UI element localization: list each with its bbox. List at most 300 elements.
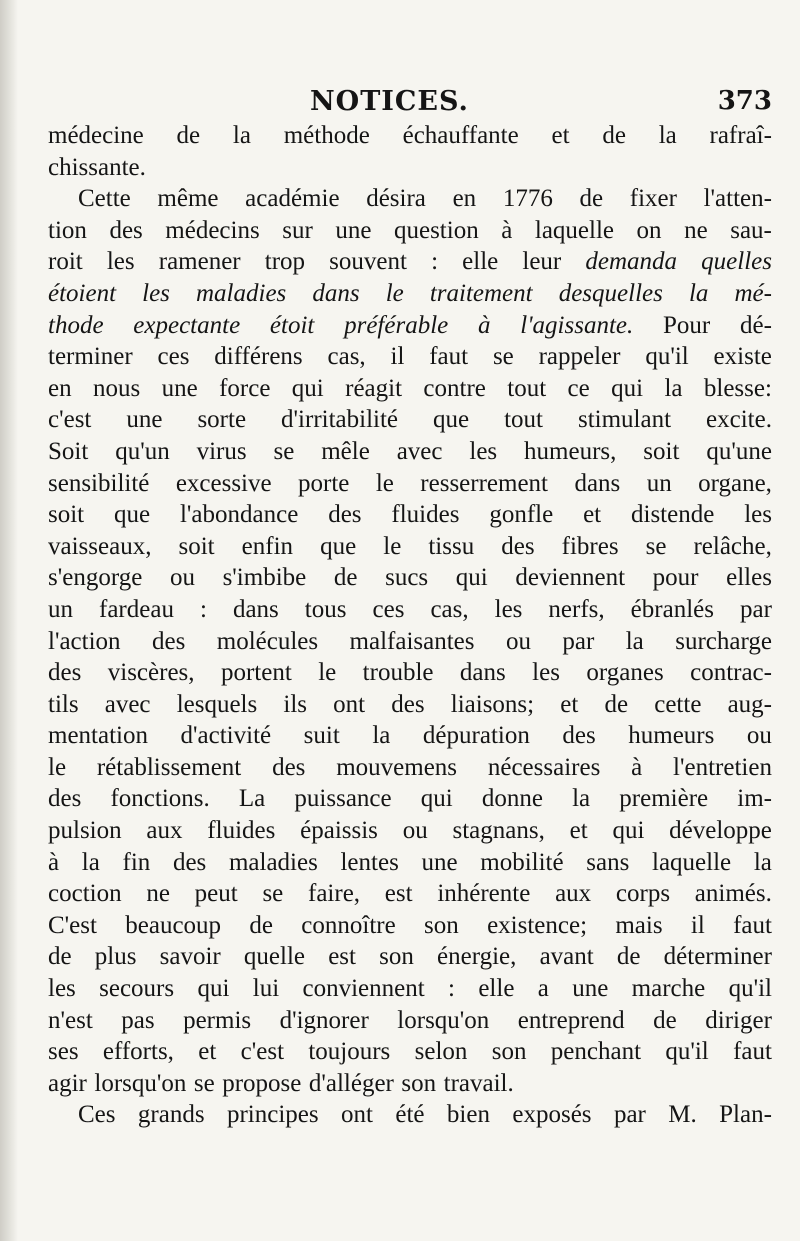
word: marche: [631, 975, 706, 1003]
word: préférable: [344, 311, 449, 339]
word: de: [616, 943, 641, 971]
word: M.: [668, 1101, 697, 1129]
word: se: [273, 437, 295, 465]
word: par: [739, 595, 772, 623]
word: dans: [232, 595, 279, 623]
word: plus: [94, 943, 137, 971]
word: s'engorge: [48, 564, 143, 592]
word: de: [249, 911, 273, 939]
word: des: [501, 532, 535, 560]
word: im-: [737, 785, 772, 813]
running-header: [0, 86, 800, 118]
word: qu'une: [706, 437, 772, 465]
text-line: [48, 594, 772, 626]
word: pulsion: [48, 817, 122, 845]
text-line: [48, 152, 772, 184]
word: ne: [146, 880, 170, 908]
word: des: [272, 753, 306, 781]
word: les: [469, 437, 498, 465]
word: permis: [183, 1006, 252, 1034]
word: cette: [654, 690, 702, 718]
word: médecine: [48, 122, 144, 149]
word: nous: [92, 374, 141, 402]
word: l'atten-: [703, 185, 772, 213]
word: des: [172, 848, 207, 876]
word: sorte: [197, 406, 247, 434]
word: ou: [505, 627, 531, 655]
word: à: [478, 311, 491, 339]
word: la: [688, 279, 709, 307]
word: une: [161, 374, 198, 402]
word: il: [690, 911, 705, 939]
word: terminer: [48, 343, 133, 371]
word: à: [48, 848, 60, 876]
word: des: [109, 216, 143, 244]
word: :: [199, 595, 207, 623]
word: la: [572, 785, 591, 813]
word: propose: [222, 1069, 302, 1097]
word: d'activité: [180, 722, 272, 750]
word: à: [631, 753, 643, 781]
word: faire,: [308, 880, 361, 908]
word: méthode: [283, 122, 370, 149]
word: stimulant: [577, 406, 672, 434]
word: diriger: [705, 1006, 772, 1034]
word: mêle: [321, 437, 370, 465]
word: l'entretien: [673, 753, 772, 781]
word: resserrement: [420, 469, 549, 497]
word: la: [232, 122, 251, 149]
body-text: [48, 120, 772, 1131]
word: dans: [312, 279, 360, 307]
page-number: 373: [717, 86, 772, 116]
word: été: [395, 1101, 425, 1129]
word: différens: [214, 343, 303, 371]
word: soit: [643, 437, 680, 465]
word: expectante: [133, 311, 241, 339]
word: la: [664, 374, 683, 402]
word: nerfs,: [548, 595, 605, 623]
word: excite.: [706, 406, 772, 434]
word: l'action: [48, 627, 121, 655]
text-line: [48, 941, 772, 973]
word: distende: [631, 501, 715, 529]
word: mé-: [734, 279, 772, 307]
word: qui: [455, 564, 488, 592]
text-line: [48, 910, 772, 942]
word: ne: [684, 216, 708, 244]
word: humeurs,: [524, 437, 617, 465]
word: fonctions.: [110, 785, 210, 813]
word: ces: [157, 343, 190, 371]
word: liaisons;: [450, 690, 535, 718]
word: laquelle: [652, 848, 732, 876]
word: traitement: [429, 279, 533, 307]
word: des: [562, 722, 596, 750]
word: lentes: [340, 848, 399, 876]
word: le: [385, 279, 404, 307]
word: avec: [396, 437, 443, 465]
word: tion: [48, 216, 87, 244]
word: il: [390, 343, 405, 371]
word: faut: [733, 1038, 772, 1066]
text-line: [48, 120, 772, 152]
word: ces: [372, 595, 405, 623]
word: de: [333, 564, 358, 592]
word: académie: [245, 185, 340, 213]
word: mobilité: [480, 848, 564, 876]
word: ou: [746, 722, 772, 750]
text-line: [48, 1036, 772, 1068]
word: C'est: [48, 911, 97, 939]
text-line: [48, 1099, 772, 1131]
word: la: [625, 627, 644, 655]
text-line: [48, 689, 772, 721]
word: sucs: [385, 564, 429, 592]
word: organe,: [698, 469, 772, 497]
word: d'ignorer: [279, 1006, 369, 1034]
word: sensibilité: [48, 469, 150, 497]
word: à: [501, 216, 513, 244]
word: fluides: [391, 501, 460, 529]
word: la: [753, 848, 772, 876]
word: mouvemens: [336, 753, 458, 781]
word: desquelles: [558, 279, 663, 307]
word: qu'un: [115, 437, 170, 465]
word: dans: [574, 469, 621, 497]
word: agir: [48, 1069, 87, 1097]
word: savoir: [159, 943, 221, 971]
word: et: [583, 501, 602, 529]
word: exposés: [512, 1101, 592, 1129]
word: et: [198, 1038, 217, 1066]
word: le: [48, 753, 67, 781]
word: l'abondance: [179, 501, 299, 529]
word: aug-: [727, 690, 772, 718]
word: de: [579, 185, 604, 213]
text-line: [48, 847, 772, 879]
word: enfin: [241, 532, 294, 560]
word: médecins: [165, 216, 260, 244]
word: deviennent: [515, 564, 626, 592]
word: des: [151, 627, 186, 655]
word: selon: [414, 1038, 468, 1066]
word: sur: [282, 216, 313, 244]
word: souvent: [329, 248, 407, 276]
word: toujours: [308, 1038, 391, 1066]
word: lorsqu'on: [94, 1069, 187, 1097]
word: les: [532, 659, 560, 687]
word: existence;: [487, 911, 588, 939]
word: les: [106, 248, 135, 276]
word: cas,: [327, 343, 366, 371]
text-line: [48, 626, 772, 658]
word: gonfle: [489, 501, 554, 529]
word: n'est: [48, 1006, 93, 1034]
word: des: [48, 659, 82, 687]
word: se: [262, 880, 284, 908]
text-line: [48, 373, 772, 405]
text-line: [48, 436, 772, 468]
word: demanda: [585, 248, 678, 276]
word: leur: [522, 248, 562, 276]
word: maladies: [196, 279, 287, 307]
word: son: [424, 911, 459, 939]
text-line: [48, 783, 772, 815]
word: pas: [121, 1006, 155, 1034]
word: existe: [713, 343, 772, 371]
word: et: [551, 122, 570, 149]
word: d'alléger: [308, 1069, 394, 1097]
word: Ces: [78, 1101, 116, 1129]
word: faut: [733, 911, 772, 939]
word: qui: [611, 374, 644, 402]
word: des: [328, 501, 362, 529]
word: de: [176, 122, 201, 149]
word: conviennent: [302, 975, 425, 1003]
word: rappeler: [538, 343, 621, 371]
word: tout: [507, 374, 547, 402]
word: fin: [122, 848, 151, 876]
word: nécessaires: [487, 753, 601, 781]
word: excessive: [175, 469, 272, 497]
word: qui: [197, 975, 230, 1003]
word: qui: [420, 785, 453, 813]
word: contrac-: [690, 659, 772, 687]
word: ou: [169, 564, 195, 592]
word: par: [562, 627, 595, 655]
word: des: [391, 690, 425, 718]
word: animés.: [694, 880, 772, 908]
text-line: [48, 752, 772, 784]
word: une: [335, 216, 372, 244]
word: principes: [226, 1101, 319, 1129]
word: et: [569, 817, 588, 845]
word: que: [433, 406, 470, 434]
word: molécules: [216, 627, 319, 655]
word: dans: [459, 659, 506, 687]
word: est: [328, 943, 356, 971]
word: de: [604, 690, 629, 718]
word: par: [613, 1101, 646, 1129]
word: un: [48, 595, 73, 623]
word: laquelle: [534, 216, 615, 244]
word: lui: [252, 975, 280, 1003]
word: ce: [567, 374, 590, 402]
word: tils: [48, 690, 79, 718]
text-line: [48, 183, 772, 215]
word: sans: [586, 848, 630, 876]
word: déterminer: [663, 943, 772, 971]
word: réagit: [345, 374, 403, 402]
word: puissance: [294, 785, 392, 813]
text-line: [48, 404, 772, 436]
text-line: [48, 973, 772, 1005]
text-line: [48, 1005, 772, 1037]
word: coction: [48, 880, 122, 908]
word: roit: [48, 248, 83, 276]
word: mais: [615, 911, 663, 939]
word: entreprend: [517, 1006, 625, 1034]
word: aux: [146, 817, 183, 845]
word: trop: [264, 248, 306, 276]
word: :: [431, 248, 439, 276]
word: des: [48, 785, 82, 813]
word: développe: [669, 817, 772, 845]
word: se: [193, 1069, 215, 1097]
word: trouble: [362, 659, 434, 687]
word: virus: [196, 437, 247, 465]
word: dépuration: [422, 722, 530, 750]
word: ébranlés: [630, 595, 714, 623]
text-line: [48, 278, 772, 310]
word: étoient: [48, 279, 117, 307]
word: les: [142, 279, 170, 307]
word: ont: [341, 1101, 373, 1129]
word: ils: [283, 690, 308, 718]
text-line: [48, 215, 772, 247]
word: qui: [612, 817, 645, 845]
word: a: [537, 975, 549, 1003]
word: avec: [104, 690, 151, 718]
word: elle: [478, 975, 515, 1003]
word: elle: [462, 248, 499, 276]
word: se: [645, 532, 667, 560]
word: qu'il: [728, 975, 772, 1003]
word: un: [646, 469, 672, 497]
word: ramener: [158, 248, 241, 276]
word: secours: [99, 975, 175, 1003]
word: une: [572, 975, 609, 1003]
word: donne: [481, 785, 543, 813]
word: fluides: [207, 817, 276, 845]
word: beaucoup: [125, 911, 222, 939]
word: thode: [48, 311, 104, 339]
page-gutter-shadow: [0, 0, 18, 1241]
word: fibres: [561, 532, 619, 560]
word: les: [744, 501, 772, 529]
word: portent: [220, 659, 292, 687]
word: :: [448, 975, 455, 1003]
word: 1776: [502, 185, 553, 213]
word: corps: [615, 880, 671, 908]
word: fixer: [629, 185, 677, 213]
word: avant: [539, 943, 594, 971]
word: son: [401, 1069, 437, 1097]
word: bien: [446, 1101, 490, 1129]
text-line: [48, 468, 772, 500]
word: et: [560, 690, 579, 718]
word: travail.: [443, 1069, 514, 1097]
word: elles: [726, 564, 772, 592]
word: dé-: [739, 311, 772, 339]
word: inhérente: [437, 880, 531, 908]
word: fardeau: [99, 595, 174, 623]
word: rétablissement: [96, 753, 242, 781]
word: Cette: [78, 185, 131, 213]
word: lorsqu'on: [397, 1006, 490, 1034]
word: peut: [194, 880, 238, 908]
text-line: [48, 246, 772, 278]
word: aux: [555, 880, 592, 908]
word: La: [238, 785, 266, 813]
word: lesquels: [176, 690, 258, 718]
word: quelles: [701, 248, 772, 276]
word: en: [452, 185, 477, 213]
word: que: [114, 501, 151, 529]
word: première: [619, 785, 709, 813]
word: penchant: [550, 1038, 642, 1066]
word: le: [383, 532, 402, 560]
word: grands: [137, 1101, 205, 1129]
word: humeurs: [628, 722, 715, 750]
word: question: [393, 216, 479, 244]
word: Pour: [663, 311, 711, 339]
word: une: [126, 406, 163, 434]
word: de: [48, 943, 72, 971]
word: connoître: [301, 911, 396, 939]
word: Plan-: [719, 1101, 772, 1129]
word: ses: [48, 1038, 79, 1066]
word: désira: [366, 185, 426, 213]
word: les: [494, 595, 523, 623]
word: une: [421, 848, 458, 876]
word: l'agissante.: [520, 311, 634, 339]
word: le: [375, 469, 394, 497]
word: c'est: [240, 1038, 285, 1066]
word: étoit: [269, 311, 315, 339]
text-line: [48, 562, 772, 594]
word: pour: [652, 564, 699, 592]
word: soit: [178, 532, 215, 560]
text-line: [48, 657, 772, 689]
word: ont: [333, 690, 366, 718]
word: contre: [423, 374, 486, 402]
text-line: [48, 499, 772, 531]
word: même: [157, 185, 219, 213]
word: que: [320, 532, 357, 560]
word: la: [372, 722, 391, 750]
word: cas,: [430, 595, 469, 623]
text-line: [48, 720, 772, 752]
word: malfaisantes: [349, 627, 475, 655]
word: qui: [291, 374, 324, 402]
word: se: [492, 343, 514, 371]
word: maladies: [228, 848, 318, 876]
word: échauffante: [402, 122, 519, 149]
word: relâche,: [693, 532, 772, 560]
word: surcharge: [675, 627, 772, 655]
word: la: [658, 122, 677, 149]
word: son: [491, 1038, 527, 1066]
text-line: [48, 878, 772, 910]
word: d'irritabilité: [281, 406, 399, 434]
word: épaissis: [300, 817, 378, 845]
word: Soit: [48, 437, 89, 465]
text-line: [48, 1068, 772, 1100]
word: son: [379, 943, 414, 971]
word: est: [384, 880, 413, 908]
running-title: NOTICES.: [310, 86, 469, 117]
word: on: [636, 216, 662, 244]
word: rafraî-: [709, 122, 772, 149]
word: ou: [402, 817, 428, 845]
text-line: [48, 531, 772, 563]
word: tissu: [428, 532, 475, 560]
word: mentation: [48, 722, 148, 750]
text-line: [48, 341, 772, 373]
word: s'imbibe: [222, 564, 307, 592]
